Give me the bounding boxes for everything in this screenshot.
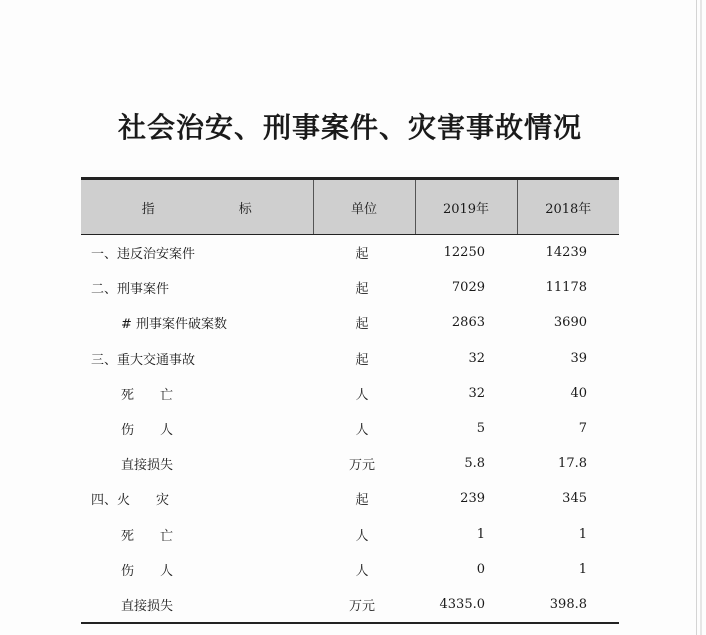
row-value-2019: 32 <box>468 385 485 401</box>
row-indicator: 二、刑事案件 <box>91 282 170 298</box>
row-unit: 人 <box>355 563 369 579</box>
table-row <box>81 341 619 376</box>
row-indicator: 一、违反治安案件 <box>91 247 196 263</box>
row-indicator: 直接损失 <box>121 458 174 474</box>
row-value-2019: 12250 <box>443 245 485 261</box>
table-row <box>81 552 619 587</box>
table-row <box>81 481 619 516</box>
row-value-2019: 1 <box>476 526 485 542</box>
header-indicator: 指 标 <box>81 179 313 235</box>
table-row <box>81 235 619 271</box>
row-value-2018: 3690 <box>553 315 587 331</box>
page-edge-line <box>696 0 697 635</box>
row-indicator: 死 亡 <box>121 387 174 403</box>
row-unit: 起 <box>355 247 369 263</box>
row-value-2019: 5.8 <box>464 456 485 472</box>
table-row <box>81 587 619 623</box>
statistics-table <box>81 177 619 624</box>
table-header-row <box>81 179 619 235</box>
row-value-2018: 1 <box>578 561 587 577</box>
row-indicator: 死 亡 <box>121 528 174 544</box>
row-unit: 人 <box>355 528 369 544</box>
row-value-2018: 398.8 <box>517 587 619 623</box>
row-value-2018: 345 <box>562 491 587 507</box>
row-unit: 起 <box>355 317 369 333</box>
row-value-2018: 1 <box>578 526 587 542</box>
row-value-2019: 0 <box>476 561 485 577</box>
row-value-2018: 17.8 <box>558 456 587 472</box>
row-indicator: 伤 人 <box>121 423 174 439</box>
table-row <box>81 411 619 446</box>
table-row <box>81 305 619 340</box>
header-2019: 2019年 <box>415 179 517 235</box>
row-value-2019: 4335.0 <box>415 587 517 623</box>
row-unit: 起 <box>355 282 369 298</box>
row-value-2018: 11178 <box>545 280 587 296</box>
table-row <box>81 270 619 305</box>
row-indicator: 伤 人 <box>121 563 174 579</box>
row-unit: 万元 <box>313 587 415 623</box>
row-value-2018: 14239 <box>545 245 587 261</box>
table-row <box>81 376 619 411</box>
row-value-2019: 7029 <box>451 280 485 296</box>
row-indicator: 四、火 灾 <box>91 493 170 509</box>
row-unit: 人 <box>355 423 369 439</box>
header-unit: 单位 <box>313 179 415 235</box>
row-value-2018: 39 <box>570 350 587 366</box>
row-indicator: 三、重大交通事故 <box>91 352 196 368</box>
table-row <box>81 446 619 481</box>
row-indicator: 直接损失 <box>81 587 313 623</box>
row-value-2018: 40 <box>570 385 587 401</box>
header-2018: 2018年 <box>517 179 619 235</box>
row-value-2019: 239 <box>460 491 485 507</box>
table-body <box>81 235 619 624</box>
row-unit: 起 <box>355 352 369 368</box>
row-value-2018: 7 <box>578 421 587 437</box>
row-indicator: # 刑事案件破案数 <box>121 317 228 333</box>
row-unit: 万元 <box>348 458 375 474</box>
table-row <box>81 517 619 552</box>
page-title: 社会治安、刑事案件、灾害事故情况 <box>117 111 582 144</box>
row-value-2019: 2863 <box>451 315 485 331</box>
row-value-2019: 5 <box>476 421 485 437</box>
row-unit: 起 <box>355 493 369 509</box>
row-value-2019: 32 <box>468 350 485 366</box>
row-unit: 人 <box>355 387 369 403</box>
page-edge-shadow <box>700 0 702 635</box>
